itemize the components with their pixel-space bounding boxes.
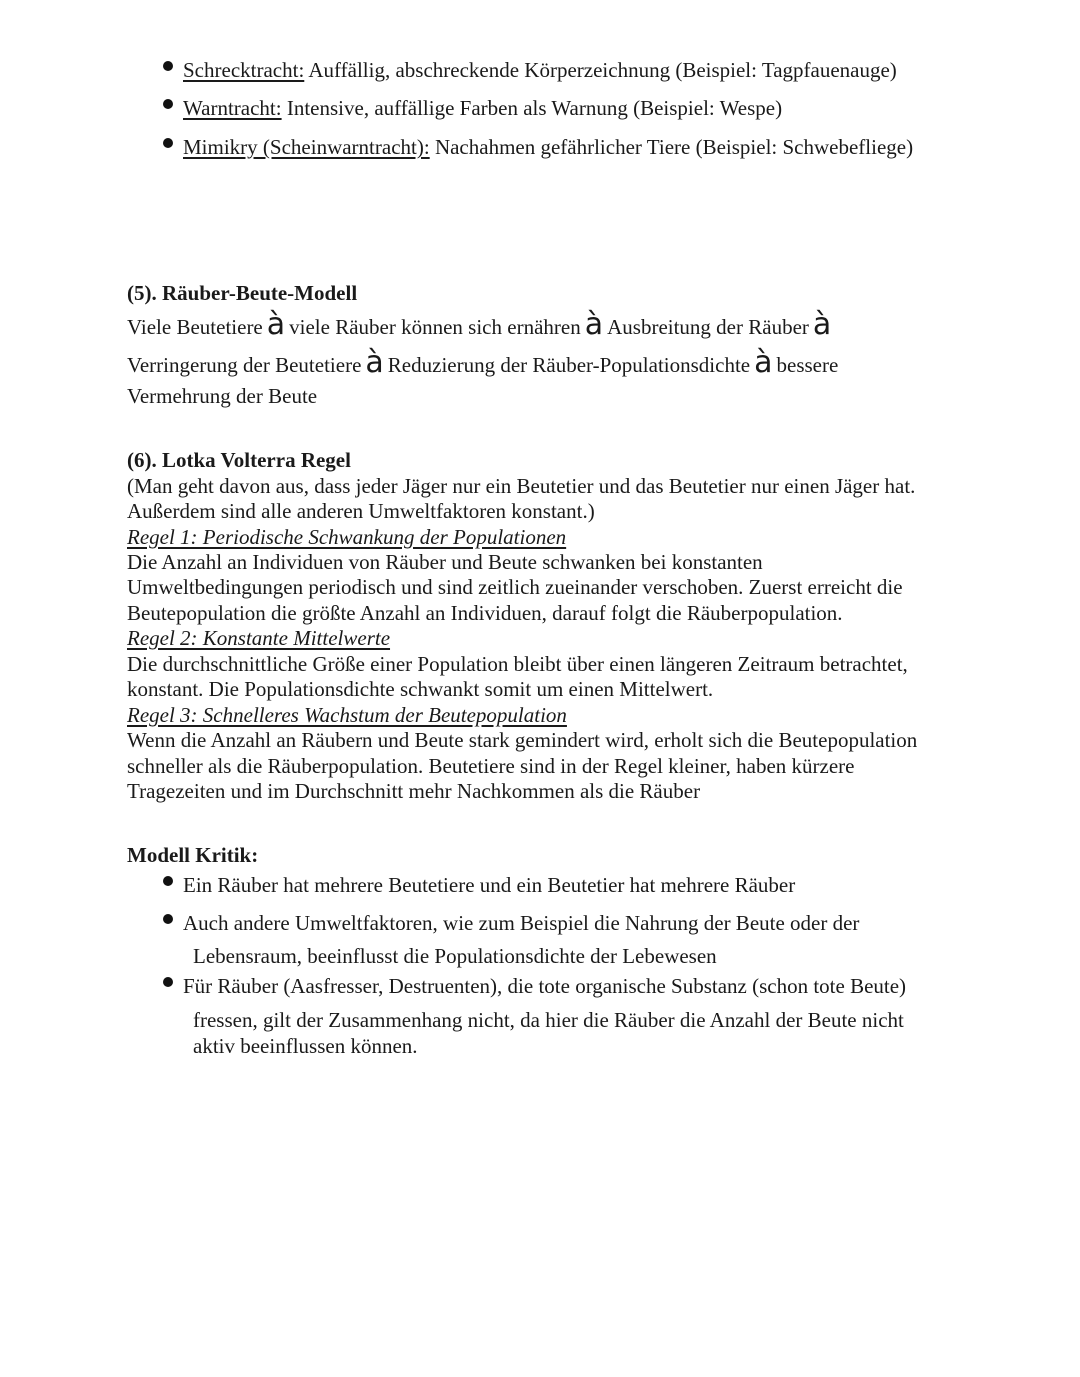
rule3-title: Regel 3: Schnelleres Wachstum der Beutepopulation: [127, 703, 567, 727]
arrow-glyph: à: [754, 345, 773, 380]
bullet-text: Nachahmen gefährlicher Tiere (Beispiel: Schwebefliege): [429, 135, 914, 159]
section6-intro-line: (Man geht davon aus, dass jeder Jäger nur ein Beutetier und das Beutetier nur einen Jäger hat.: [127, 474, 916, 498]
bullet-term: Schrecktracht:: [183, 58, 305, 82]
section5-line3: Vermehrung der Beute: [127, 384, 318, 408]
bullet-term: Mimikry (Scheinwarntracht):: [183, 135, 430, 159]
critique-heading: Modell Kritik:: [127, 843, 259, 867]
bullet-item-mimikry: [183, 134, 913, 160]
arrow-glyph: à: [365, 345, 384, 380]
section5-line1: [127, 307, 835, 342]
rule1-line: Die Anzahl an Individuen von Räuber und Beute schwanken bei konstanten: [127, 550, 763, 574]
flow-step: Ausbreitung der Räuber: [607, 315, 809, 339]
critique-bullet-line: Auch andere Umweltfaktoren, wie zum Beispiel die Nahrung der Beute oder der: [183, 911, 860, 935]
bullet-dot: [163, 914, 173, 924]
critique-bullet-line: Ein Räuber hat mehrere Beutetiere und ein Beutetier hat mehrere Räuber: [183, 873, 796, 897]
bullet-text: Intensive, auffällige Farben als Warnung (Beispiel: Wespe): [281, 96, 783, 120]
rule1-line: Umweltbedingungen periodisch und sind zeitlich zueinander verschoben. Zuerst erreicht die: [127, 575, 903, 599]
critique-bullet-line: aktiv beeinflussen können.: [193, 1034, 418, 1058]
critique-bullet-line: Lebensraum, beeinflusst die Populationsdichte der Lebewesen: [193, 944, 717, 968]
rule3-line: schneller als die Räuberpopulation. Beutetiere sind in der Regel kleiner, haben kürzere: [127, 754, 855, 778]
flow-step: Viele Beutetiere: [127, 315, 263, 339]
bullet-dot: [163, 977, 173, 987]
flow-step: Verringerung der Beutetiere: [127, 353, 362, 377]
section5-line2: [127, 345, 839, 380]
rule3-line: Tragezeiten und im Durchschnitt mehr Nachkommen als die Räuber: [127, 779, 701, 803]
critique-bullet-line: Für Räuber (Aasfresser, Destruenten), die tote organische Substanz (schon tote Beute): [183, 974, 907, 998]
arrow-glyph: à: [584, 307, 604, 342]
bullet-dot: [163, 876, 173, 886]
flow-step: viele Räuber können sich ernähren: [289, 315, 581, 339]
arrow-glyph: à: [266, 307, 286, 342]
flow-step: bessere: [776, 353, 839, 377]
bullet-text: Auffällig, abschreckende Körperzeichnung (Beispiel: Tagpfauenauge): [304, 58, 897, 82]
section5-heading: (5). Räuber-Beute-Modell: [127, 281, 358, 305]
bullet-item-schrecktracht: [183, 57, 897, 83]
bullet-term: Warntracht:: [183, 96, 282, 120]
rule1-line: Beutepopulation die größte Anzahl an Individuen, darauf folgt die Räuberpopulation.: [127, 601, 843, 625]
rule2-title: Regel 2: Konstante Mittelwerte: [127, 626, 391, 650]
section6-heading: (6). Lotka Volterra Regel: [127, 448, 351, 472]
bullet-dot: [163, 99, 173, 109]
section6-intro-line: Außerdem sind alle anderen Umweltfaktoren konstant.): [127, 499, 595, 523]
rule1-title: Regel 1: Periodische Schwankung der Populationen: [127, 525, 567, 549]
bullet-dot: [163, 138, 173, 148]
bullet-item-warntracht: [183, 95, 782, 121]
rule2-line: Die durchschnittliche Größe einer Population bleibt über einen längeren Zeitraum betrachtet,: [127, 652, 908, 676]
flow-step: Reduzierung der Räuber-Populationsdichte: [387, 353, 751, 377]
arrow-glyph: à: [812, 307, 832, 342]
rule2-line: konstant. Die Populationsdichte schwankt somit um einen Mittelwert.: [127, 677, 714, 701]
rule3-line: Wenn die Anzahl an Räubern und Beute stark gemindert wird, erholt sich die Beutepopulation: [127, 728, 918, 752]
critique-bullet-line: fressen, gilt der Zusammenhang nicht, da hier die Räuber die Anzahl der Beute nicht: [193, 1008, 904, 1032]
bullet-dot: [163, 61, 173, 71]
